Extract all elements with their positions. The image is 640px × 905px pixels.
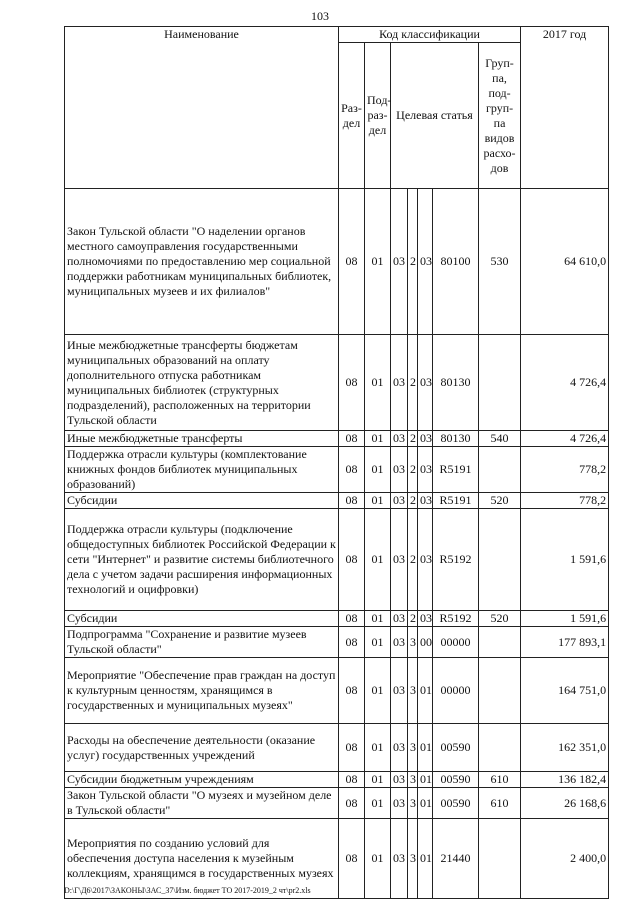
table-row <box>65 724 609 772</box>
row-sum: 1 591,6 <box>521 611 609 627</box>
row-podrazdel: 01 <box>365 509 391 611</box>
row-podrazdel: 01 <box>365 611 391 627</box>
row-razdel: 08 <box>339 509 365 611</box>
row-expense-type <box>479 447 521 493</box>
row-razdel: 08 <box>339 627 365 658</box>
row-razdel: 08 <box>339 189 365 335</box>
table-row <box>65 788 609 819</box>
header-razdel: Раз- дел <box>339 43 365 189</box>
row-target-4: 21440 <box>433 819 479 899</box>
row-sum: 162 351,0 <box>521 724 609 772</box>
row-expense-type <box>479 335 521 431</box>
row-sum: 177 893,1 <box>521 627 609 658</box>
row-target-4: 00000 <box>433 658 479 724</box>
row-name: Поддержка отрасли культуры (комплектование книжных фондов библиотек муниципальных образований) <box>65 447 339 493</box>
row-target-1: 03 <box>391 627 408 658</box>
budget-table <box>64 26 609 899</box>
row-target-3: 03 <box>418 335 433 431</box>
row-podrazdel: 01 <box>365 627 391 658</box>
row-podrazdel: 01 <box>365 335 391 431</box>
row-sum: 2 400,0 <box>521 819 609 899</box>
header-code-group: Код классификации <box>339 27 521 43</box>
table-row <box>65 431 609 447</box>
row-name: Закон Тульской области "О музеях и музейном деле в Тульской области" <box>65 788 339 819</box>
row-target-4: R5191 <box>433 493 479 509</box>
row-expense-type <box>479 627 521 658</box>
row-target-2: 2 <box>408 189 418 335</box>
row-name: Иные межбюджетные трансферты <box>65 431 339 447</box>
row-target-3: 03 <box>418 611 433 627</box>
header-tselevaya: Целевая статья <box>391 43 479 189</box>
row-name: Закон Тульской области "О наделении органов местного самоуправления государственными полномочиями по предоставлению мер социальной поддержки работникам муниципальных библиотек, муниципальных музеев и их филиалов" <box>65 189 339 335</box>
row-target-3: 01 <box>418 788 433 819</box>
row-sum: 64 610,0 <box>521 189 609 335</box>
row-target-3: 01 <box>418 819 433 899</box>
row-sum: 778,2 <box>521 493 609 509</box>
row-target-1: 03 <box>391 509 408 611</box>
row-target-2: 3 <box>408 819 418 899</box>
header-gruppa: Груп- па, под- груп- па видов расхо- дов <box>479 43 521 189</box>
row-target-4: 00590 <box>433 724 479 772</box>
page-number: 103 <box>311 9 329 23</box>
row-podrazdel: 01 <box>365 447 391 493</box>
row-sum: 1 591,6 <box>521 509 609 611</box>
row-target-3: 03 <box>418 493 433 509</box>
row-target-3: 00 <box>418 627 433 658</box>
row-target-1: 03 <box>391 431 408 447</box>
row-podrazdel: 01 <box>365 788 391 819</box>
row-name: Субсидии бюджетным учреждениям <box>65 772 339 788</box>
row-podrazdel: 01 <box>365 658 391 724</box>
row-name: Мероприятия по созданию условий для обеспечения доступа населения к музейным коллекциям, хранящимся в государственных музеях <box>65 819 339 899</box>
row-target-1: 03 <box>391 447 408 493</box>
table-row <box>65 447 609 493</box>
row-target-4: 00590 <box>433 788 479 819</box>
row-podrazdel: 01 <box>365 189 391 335</box>
row-name: Расходы на обеспечение деятельности (оказание услуг) государственных учреждений <box>65 724 339 772</box>
row-name: Поддержка отрасли культуры (подключение общедоступных библиотек Российской Федерации к сети "Интернет" и развитие системы библиотечного дела с учетом задачи расширения информационных технологий и оцифровки) <box>65 509 339 611</box>
row-expense-type <box>479 509 521 611</box>
row-expense-type: 540 <box>479 431 521 447</box>
header-year: 2017 год <box>521 27 609 189</box>
row-target-1: 03 <box>391 493 408 509</box>
table-row <box>65 335 609 431</box>
row-target-3: 01 <box>418 724 433 772</box>
row-target-1: 03 <box>391 611 408 627</box>
table-row <box>65 627 609 658</box>
row-sum: 778,2 <box>521 447 609 493</box>
table-row <box>65 658 609 724</box>
row-target-1: 03 <box>391 335 408 431</box>
row-target-4: R5192 <box>433 611 479 627</box>
row-target-4: R5191 <box>433 447 479 493</box>
row-target-4: 80130 <box>433 431 479 447</box>
row-name: Мероприятие "Обеспечение прав граждан на доступ к культурным ценностям, хранящимся в государственных и муниципальных музеях" <box>65 658 339 724</box>
row-target-2: 2 <box>408 335 418 431</box>
row-razdel: 08 <box>339 335 365 431</box>
table-row <box>65 509 609 611</box>
row-target-2: 2 <box>408 611 418 627</box>
row-target-2: 2 <box>408 447 418 493</box>
row-target-4: 00000 <box>433 627 479 658</box>
row-razdel: 08 <box>339 658 365 724</box>
row-target-4: R5192 <box>433 509 479 611</box>
row-target-2: 3 <box>408 627 418 658</box>
row-target-3: 03 <box>418 189 433 335</box>
row-sum: 136 182,4 <box>521 772 609 788</box>
row-razdel: 08 <box>339 493 365 509</box>
row-expense-type <box>479 724 521 772</box>
table-row <box>65 772 609 788</box>
row-target-1: 03 <box>391 724 408 772</box>
row-name: Субсидии <box>65 493 339 509</box>
row-razdel: 08 <box>339 819 365 899</box>
row-target-2: 3 <box>408 724 418 772</box>
row-target-3: 03 <box>418 509 433 611</box>
header-podrazdel: Под- раз- дел <box>365 43 391 189</box>
row-target-1: 03 <box>391 788 408 819</box>
row-target-2: 2 <box>408 431 418 447</box>
row-target-1: 03 <box>391 189 408 335</box>
row-target-2: 2 <box>408 493 418 509</box>
table-row <box>65 189 609 335</box>
row-target-2: 3 <box>408 772 418 788</box>
row-name: Иные межбюджетные трансферты бюджетам муниципальных образований на оплату дополнительного отпуска работникам муниципальных библиотек (структурных подразделений), расположенных на территории Тульской области <box>65 335 339 431</box>
row-expense-type <box>479 658 521 724</box>
row-target-3: 03 <box>418 447 433 493</box>
row-expense-type: 530 <box>479 189 521 335</box>
row-expense-type <box>479 819 521 899</box>
file-path-footer: D:\Г\Д6\2017\ЗАКОНЫ\ЗАС_37\Изм. бюджет ТО 2017-2019_2 чт\pr2.xls <box>64 886 311 895</box>
row-target-4: 80100 <box>433 189 479 335</box>
row-razdel: 08 <box>339 788 365 819</box>
row-target-1: 03 <box>391 658 408 724</box>
row-sum: 164 751,0 <box>521 658 609 724</box>
row-target-1: 03 <box>391 819 408 899</box>
row-podrazdel: 01 <box>365 431 391 447</box>
table-row <box>65 493 609 509</box>
row-podrazdel: 01 <box>365 819 391 899</box>
row-razdel: 08 <box>339 447 365 493</box>
row-target-3: 03 <box>418 431 433 447</box>
row-target-2: 2 <box>408 509 418 611</box>
row-target-1: 03 <box>391 772 408 788</box>
row-razdel: 08 <box>339 724 365 772</box>
row-razdel: 08 <box>339 611 365 627</box>
header-name: Наименование <box>65 27 339 189</box>
row-expense-type: 520 <box>479 493 521 509</box>
row-name: Подпрограмма "Сохранение и развитие музеев Тульской области" <box>65 627 339 658</box>
row-podrazdel: 01 <box>365 724 391 772</box>
row-target-3: 01 <box>418 772 433 788</box>
row-razdel: 08 <box>339 772 365 788</box>
row-target-2: 3 <box>408 788 418 819</box>
row-podrazdel: 01 <box>365 772 391 788</box>
row-name: Субсидии <box>65 611 339 627</box>
row-target-2: 3 <box>408 658 418 724</box>
row-expense-type: 610 <box>479 772 521 788</box>
row-sum: 4 726,4 <box>521 335 609 431</box>
header-row <box>65 27 609 43</box>
row-target-3: 01 <box>418 658 433 724</box>
row-razdel: 08 <box>339 431 365 447</box>
row-sum: 4 726,4 <box>521 431 609 447</box>
table-row <box>65 611 609 627</box>
row-sum: 26 168,6 <box>521 788 609 819</box>
row-expense-type: 520 <box>479 611 521 627</box>
row-target-4: 00590 <box>433 772 479 788</box>
row-podrazdel: 01 <box>365 493 391 509</box>
row-expense-type: 610 <box>479 788 521 819</box>
row-target-4: 80130 <box>433 335 479 431</box>
